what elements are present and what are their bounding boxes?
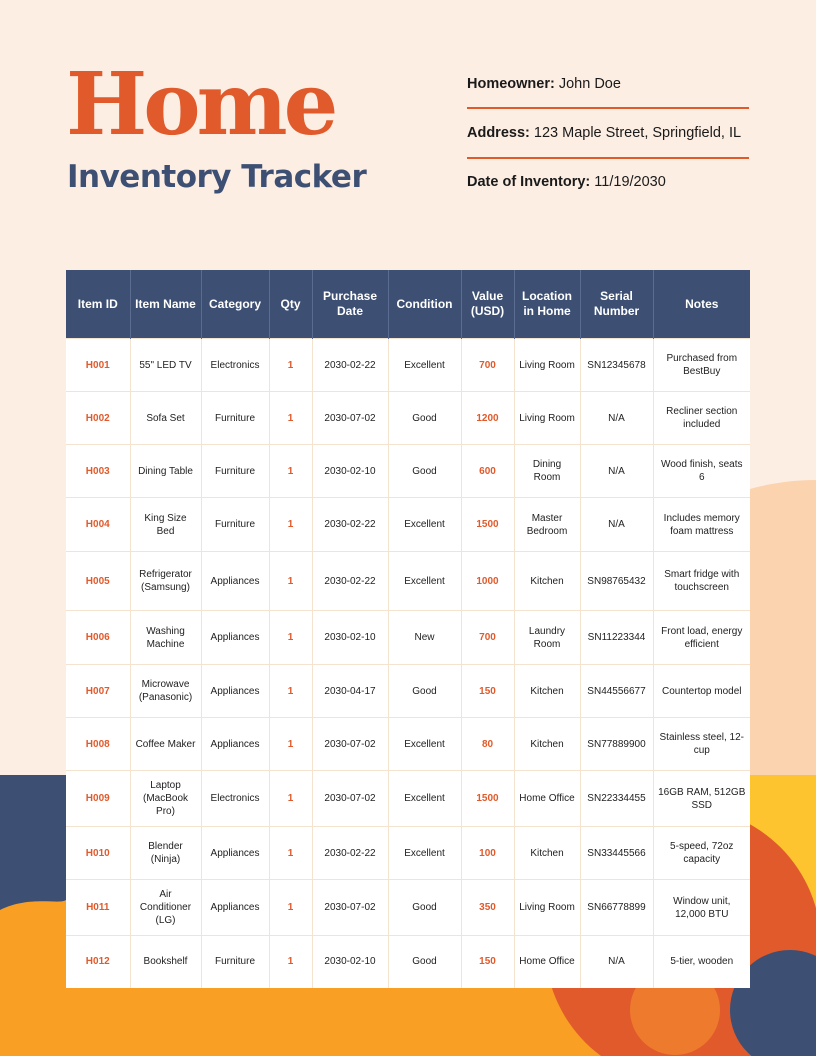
cell-qty: 1: [269, 936, 312, 988]
column-header-notes: Notes: [653, 270, 750, 339]
cell-condition: Excellent: [388, 552, 461, 611]
cell-purchase-date: 2030-02-10: [312, 445, 388, 498]
cell-condition: New: [388, 611, 461, 665]
cell-category: Appliances: [201, 718, 269, 771]
cell-purchase-date: 2030-02-22: [312, 552, 388, 611]
cell-notes: Recliner section included: [653, 392, 750, 445]
cell-item-name: Microwave (Panasonic): [130, 665, 201, 718]
cell-notes: Window unit, 12,000 BTU: [653, 880, 750, 936]
column-header-item-id: Item ID: [66, 270, 130, 339]
cell-category: Furniture: [201, 936, 269, 988]
cell-location: Living Room: [514, 392, 580, 445]
cell-value: 150: [461, 665, 514, 718]
date-row: [467, 174, 749, 190]
cell-category: Electronics: [201, 771, 269, 827]
cell-item-id: H009: [66, 771, 130, 827]
cell-location: Master Bedroom: [514, 498, 580, 552]
cell-value: 600: [461, 445, 514, 498]
cell-qty: 1: [269, 611, 312, 665]
cell-location: Dining Room: [514, 445, 580, 498]
table-row: [66, 552, 750, 611]
cell-value: 350: [461, 880, 514, 936]
cell-item-name: King Size Bed: [130, 498, 201, 552]
cell-notes: Smart fridge with touchscreen: [653, 552, 750, 611]
cell-qty: 1: [269, 827, 312, 880]
cell-purchase-date: 2030-02-10: [312, 936, 388, 988]
cell-item-id: H007: [66, 665, 130, 718]
cell-serial-number: N/A: [580, 445, 653, 498]
divider-line: [467, 107, 749, 109]
cell-item-name: Blender (Ninja): [130, 827, 201, 880]
cell-condition: Excellent: [388, 339, 461, 392]
cell-notes: Countertop model: [653, 665, 750, 718]
cell-qty: 1: [269, 718, 312, 771]
cell-purchase-date: 2030-07-02: [312, 771, 388, 827]
cell-qty: 1: [269, 445, 312, 498]
inventory-table: [66, 270, 750, 988]
cell-item-name: Bookshelf: [130, 936, 201, 988]
table-row: [66, 611, 750, 665]
column-header-serial-number: Serial Number: [580, 270, 653, 339]
cell-notes: 5-speed, 72oz capacity: [653, 827, 750, 880]
cell-value: 80: [461, 718, 514, 771]
cell-notes: 16GB RAM, 512GB SSD: [653, 771, 750, 827]
cell-value: 700: [461, 339, 514, 392]
cell-item-id: H003: [66, 445, 130, 498]
cell-purchase-date: 2030-04-17: [312, 665, 388, 718]
cell-purchase-date: 2030-07-02: [312, 392, 388, 445]
cell-condition: Good: [388, 445, 461, 498]
column-header-value: Value (USD): [461, 270, 514, 339]
table-row: [66, 445, 750, 498]
table-row: [66, 827, 750, 880]
cell-category: Appliances: [201, 827, 269, 880]
cell-serial-number: SN44556677: [580, 665, 653, 718]
cell-item-name: Coffee Maker: [130, 718, 201, 771]
cell-location: Kitchen: [514, 665, 580, 718]
cell-qty: 1: [269, 880, 312, 936]
cell-value: 1500: [461, 498, 514, 552]
cell-purchase-date: 2030-02-10: [312, 611, 388, 665]
cell-condition: Excellent: [388, 498, 461, 552]
address-value: 123 Maple Street, Springfield, IL: [529, 125, 742, 141]
cell-location: Home Office: [514, 936, 580, 988]
column-header-purchase-date: Purchase Date: [312, 270, 388, 339]
cell-item-name: Laptop (MacBook Pro): [130, 771, 201, 827]
cell-item-id: H002: [66, 392, 130, 445]
cell-serial-number: SN22334455: [580, 771, 653, 827]
cell-condition: Good: [388, 665, 461, 718]
cell-value: 1500: [461, 771, 514, 827]
cell-item-id: H005: [66, 552, 130, 611]
cell-notes: Stainless steel, 12-cup: [653, 718, 750, 771]
table-row: [66, 665, 750, 718]
cell-category: Furniture: [201, 445, 269, 498]
cell-condition: Good: [388, 936, 461, 988]
cell-notes: Purchased from BestBuy: [653, 339, 750, 392]
cell-item-id: H006: [66, 611, 130, 665]
inventory-table-container: [66, 270, 750, 988]
homeowner-row: [467, 76, 749, 92]
address-label: Address:: [467, 125, 530, 141]
cell-category: Appliances: [201, 880, 269, 936]
cell-purchase-date: 2030-02-22: [312, 498, 388, 552]
date-value: 11/19/2030: [590, 174, 666, 190]
cell-serial-number: SN77889900: [580, 718, 653, 771]
table-row: [66, 498, 750, 552]
cell-location: Kitchen: [514, 827, 580, 880]
cell-value: 1200: [461, 392, 514, 445]
cell-serial-number: SN33445566: [580, 827, 653, 880]
cell-condition: Excellent: [388, 827, 461, 880]
cell-qty: 1: [269, 771, 312, 827]
cell-notes: Front load, energy efficient: [653, 611, 750, 665]
date-label: Date of Inventory:: [467, 174, 591, 190]
cell-serial-number: N/A: [580, 936, 653, 988]
cell-condition: Good: [388, 392, 461, 445]
cell-condition: Excellent: [388, 771, 461, 827]
column-header-condition: Condition: [388, 270, 461, 339]
cell-item-id: H012: [66, 936, 130, 988]
cell-category: Appliances: [201, 665, 269, 718]
cell-value: 700: [461, 611, 514, 665]
cell-notes: 5-tier, wooden: [653, 936, 750, 988]
table-row: [66, 771, 750, 827]
cell-serial-number: SN12345678: [580, 339, 653, 392]
column-header-qty: Qty: [269, 270, 312, 339]
cell-notes: Wood finish, seats 6: [653, 445, 750, 498]
cell-value: 1000: [461, 552, 514, 611]
cell-category: Electronics: [201, 339, 269, 392]
cell-item-name: Dining Table: [130, 445, 201, 498]
cell-purchase-date: 2030-07-02: [312, 880, 388, 936]
cell-purchase-date: 2030-02-22: [312, 827, 388, 880]
cell-item-id: H004: [66, 498, 130, 552]
cell-serial-number: N/A: [580, 392, 653, 445]
cell-serial-number: N/A: [580, 498, 653, 552]
cell-serial-number: SN66778899: [580, 880, 653, 936]
address-row: [467, 125, 749, 141]
table-row: [66, 880, 750, 936]
cell-item-name: Sofa Set: [130, 392, 201, 445]
cell-qty: 1: [269, 339, 312, 392]
column-header-item-name: Item Name: [130, 270, 201, 339]
cell-item-name: 55" LED TV: [130, 339, 201, 392]
column-header-category: Category: [201, 270, 269, 339]
cell-location: Living Room: [514, 339, 580, 392]
cell-item-id: H001: [66, 339, 130, 392]
table-row: [66, 718, 750, 771]
cell-item-id: H011: [66, 880, 130, 936]
cell-location: Living Room: [514, 880, 580, 936]
table-row: [66, 936, 750, 988]
cell-qty: 1: [269, 498, 312, 552]
table-header-row: [66, 270, 750, 339]
cell-purchase-date: 2030-07-02: [312, 718, 388, 771]
cell-purchase-date: 2030-02-22: [312, 339, 388, 392]
cell-location: Laundry Room: [514, 611, 580, 665]
cell-condition: Excellent: [388, 718, 461, 771]
divider-line: [467, 157, 749, 159]
page-title: Home: [66, 54, 335, 155]
cell-notes: Includes memory foam mattress: [653, 498, 750, 552]
cell-value: 150: [461, 936, 514, 988]
page-subtitle: Inventory Tracker: [67, 159, 367, 195]
table-body: [66, 339, 750, 988]
cell-category: Appliances: [201, 552, 269, 611]
cell-qty: 1: [269, 392, 312, 445]
cell-serial-number: SN98765432: [580, 552, 653, 611]
column-header-location: Location in Home: [514, 270, 580, 339]
cell-item-name: Washing Machine: [130, 611, 201, 665]
cell-item-id: H008: [66, 718, 130, 771]
cell-location: Kitchen: [514, 552, 580, 611]
cell-location: Kitchen: [514, 718, 580, 771]
homeowner-label: Homeowner:: [467, 76, 555, 92]
cell-location: Home Office: [514, 771, 580, 827]
cell-item-name: Air Conditioner (LG): [130, 880, 201, 936]
cell-qty: 1: [269, 552, 312, 611]
cell-item-name: Refrigerator (Samsung): [130, 552, 201, 611]
cell-condition: Good: [388, 880, 461, 936]
cell-value: 100: [461, 827, 514, 880]
table-row: [66, 392, 750, 445]
cell-category: Furniture: [201, 392, 269, 445]
cell-qty: 1: [269, 665, 312, 718]
homeowner-value: John Doe: [554, 76, 621, 92]
table-row: [66, 339, 750, 392]
cell-category: Appliances: [201, 611, 269, 665]
cell-serial-number: SN11223344: [580, 611, 653, 665]
cell-item-id: H010: [66, 827, 130, 880]
cell-category: Furniture: [201, 498, 269, 552]
